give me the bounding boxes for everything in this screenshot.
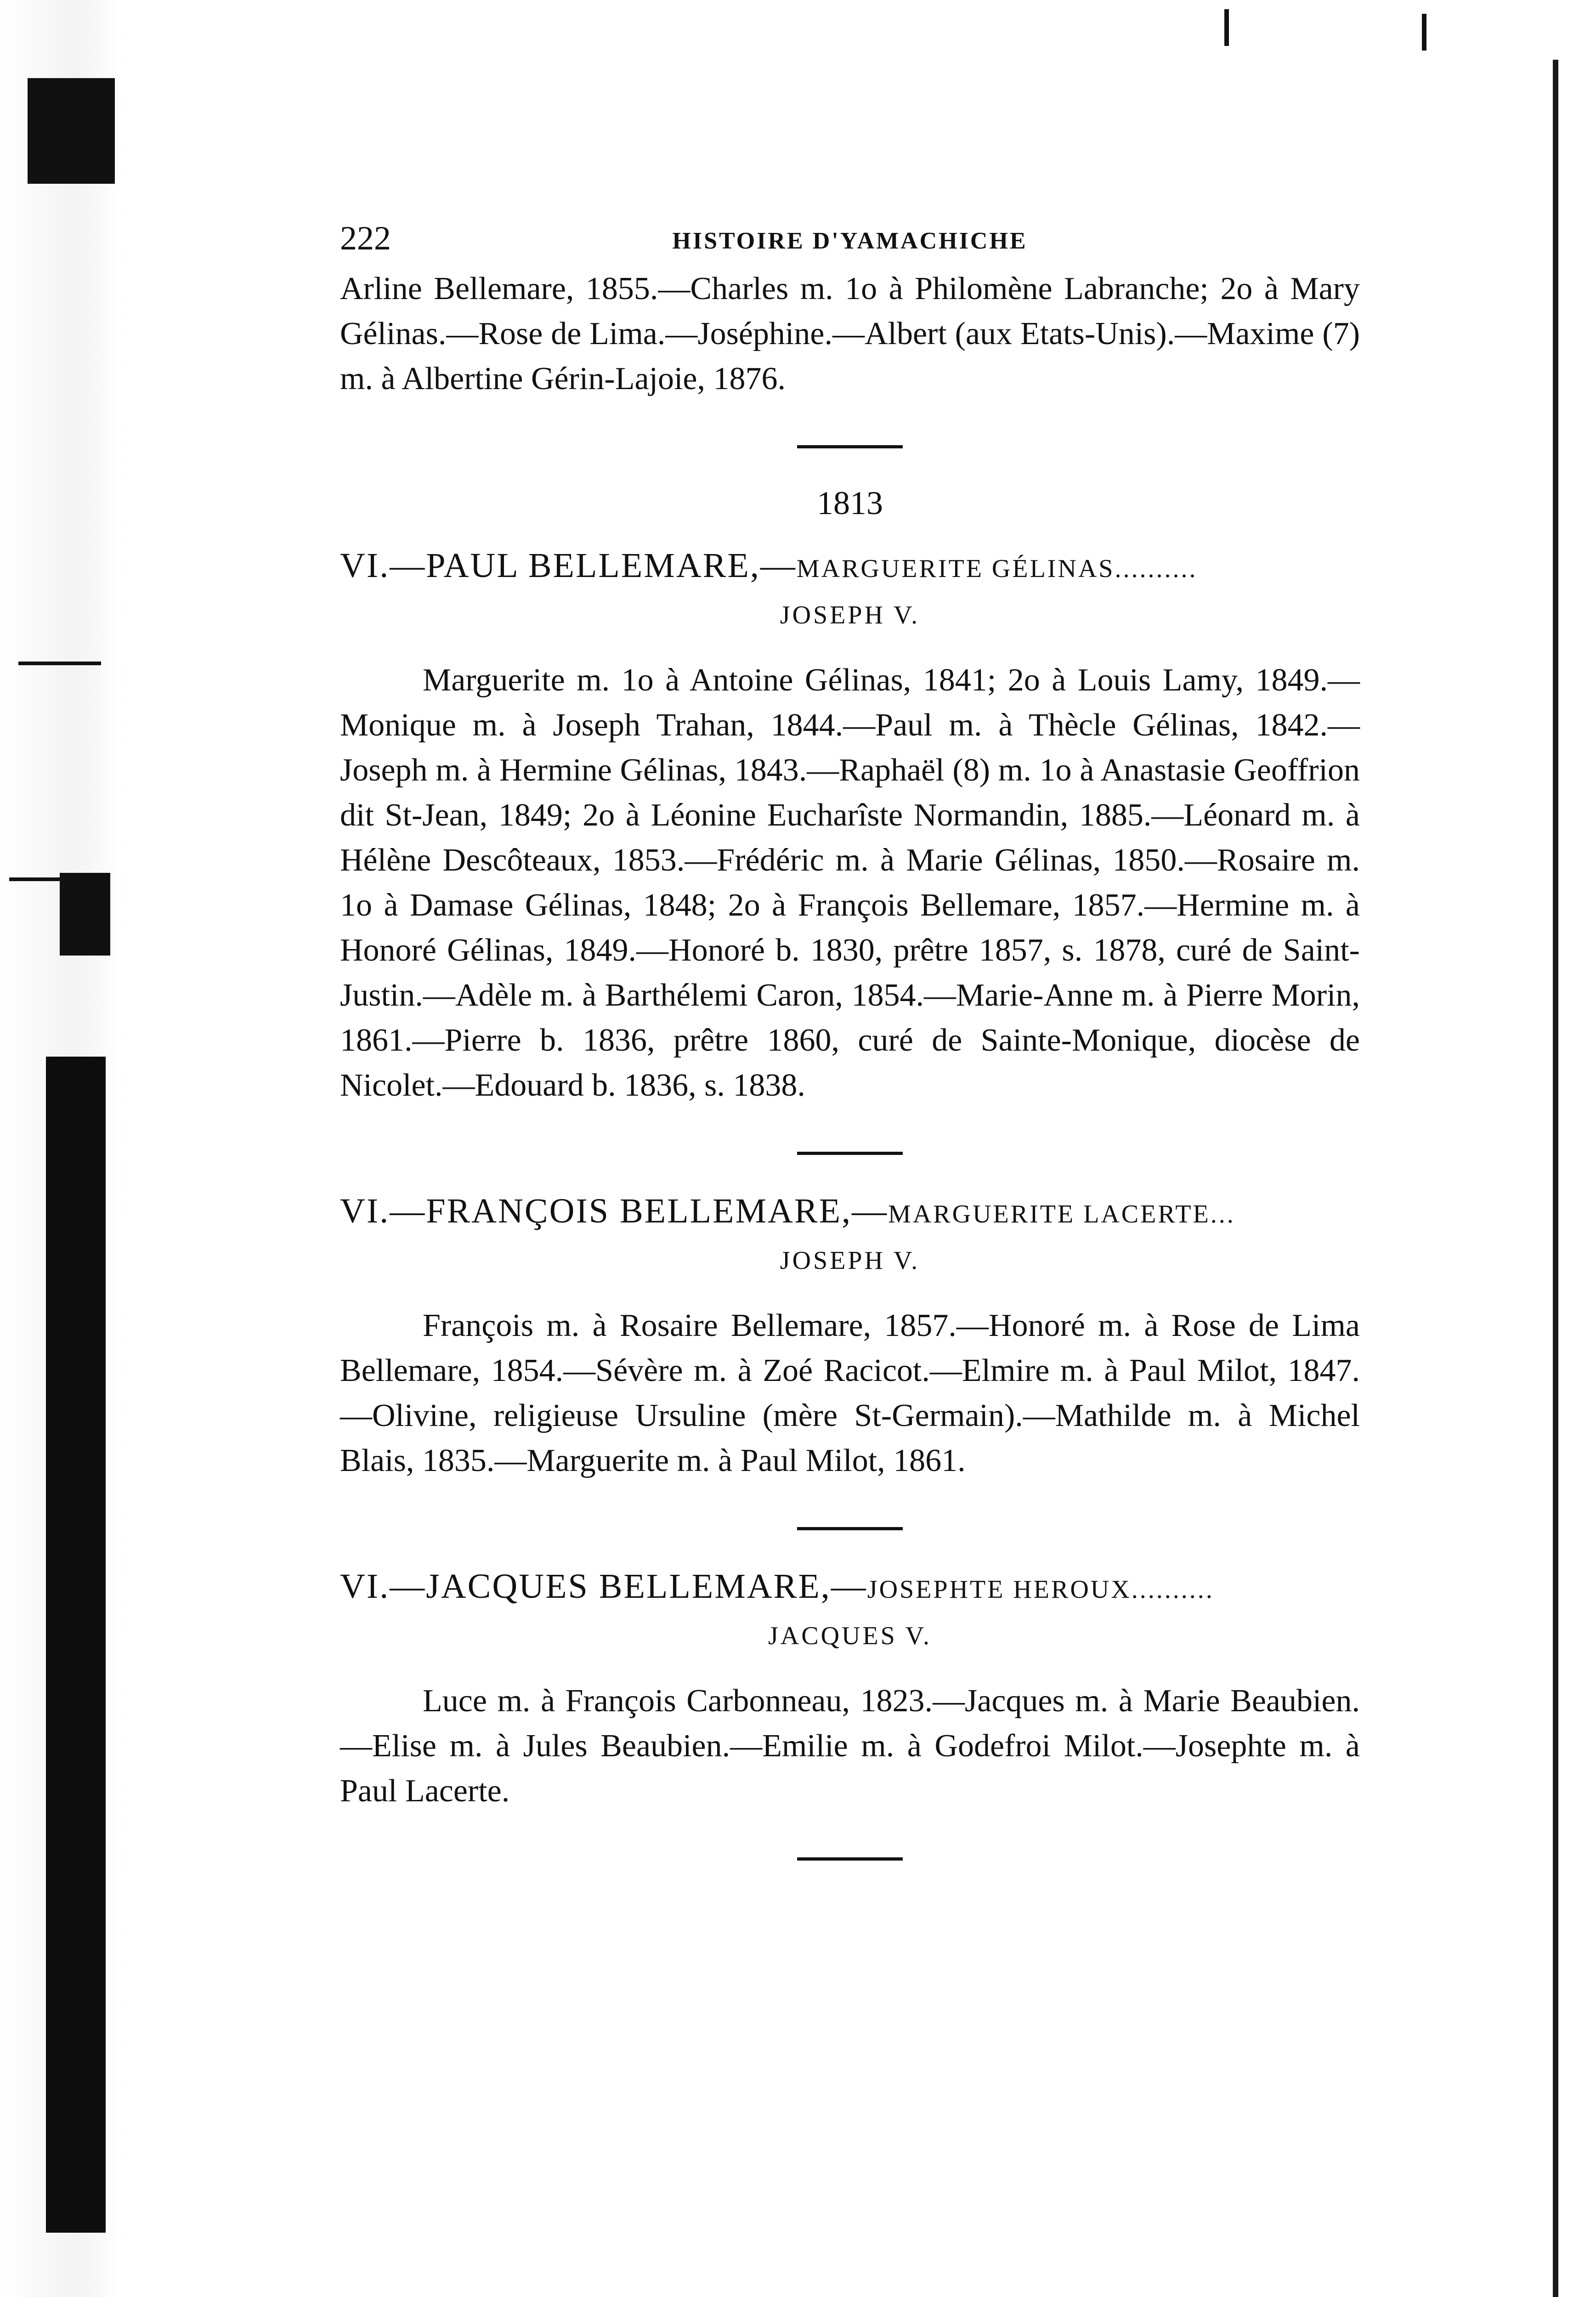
section-heading: [340, 1187, 1360, 1238]
heading-spouse: MARGUERITE GÉLINAS..........: [796, 554, 1198, 583]
section-heading: [340, 1562, 1360, 1613]
separator-rule: [797, 445, 903, 448]
section-subheading: JOSEPH V.: [780, 601, 920, 629]
binding-line-2: [9, 877, 101, 881]
separator-rule: [797, 1527, 903, 1530]
section-heading: [340, 542, 1360, 593]
heading-main: VI.—JACQUES BELLEMARE,—: [340, 1567, 867, 1606]
binding-mark-top: [28, 78, 115, 184]
binding-shadow-lower: [46, 1057, 106, 2233]
binding-line-1: [18, 662, 101, 665]
year-marker: 1813: [817, 485, 883, 521]
scan-edge-right: [1553, 60, 1558, 2297]
family-section-paul: [340, 542, 1360, 1108]
family-section-francois: [340, 1187, 1360, 1483]
family-section-jacques: [340, 1562, 1360, 1814]
heading-spouse: JOSEPHTE HEROUX..........: [867, 1575, 1214, 1604]
section-body: François m. à Rosaire Bellemare, 1857.—Honoré m. à Rose de Lima Bellemare, 1854.—Sévère m. à Zoé Racicot.—Elmire m. à Paul Milot, 1847.—Olivine, religieuse Ursuline (mère St-Germain).—Mathilde m. à Michel Blais, 1835.—Marguerite m. à Paul Milot, 1861.: [340, 1308, 1360, 1478]
running-title: HISTOIRE D'YAMACHICHE: [672, 228, 1028, 254]
heading-main: VI.—FRANÇOIS BELLEMARE,—: [340, 1192, 889, 1230]
separator-rule: [797, 1152, 903, 1155]
section-body: Marguerite m. 1o à Antoine Gélinas, 1841; 2o à Louis Lamy, 1849.—Monique m. à Joseph Trahan, 1844.—Paul m. à Thècle Gélinas, 1842.—Joseph m. à Hermine Gélinas, 1843.—Raphaël (8) m. 1o à Anastasie Geoffrion dit St-Jean, 1849; 2o à Léonine Eucharîste Normandin, 1885.—Léonard m. à Hélène Descôteaux, 1853.—Frédéric m. à Marie Gélinas, 1850.—Rosaire m. 1o à Damase Gélinas, 1848; 2o à François Bellemare, 1857.—Hermine m. à Honoré Gélinas, 1849.—Honoré b. 1830, prêtre 1857, s. 1878, curé de Saint-Justin.—Adèle m. à Barthélemi Caron, 1854.—Marie-Anne m. à Pierre Morin, 1861.—Pierre b. 1836, prêtre 1860, curé de Sainte-Monique, diocèse de Nicolet.—Edouard b. 1836, s. 1838.: [340, 662, 1360, 1103]
intro-paragraph: Arline Bellemare, 1855.—Charles m. 1o à Philomène Labranche; 2o à Mary Gélinas.—Rose de Lima.—Joséphine.—Albert (aux Etats-Unis).—Maxime (7) m. à Albertine Gérin-Lajoie, 1876.: [340, 271, 1360, 396]
book-page: [340, 216, 1360, 1893]
separator-rule: [797, 1857, 903, 1861]
heading-main: VI.—PAUL BELLEMARE,—: [340, 546, 797, 585]
section-subheading: JACQUES V.: [768, 1622, 932, 1650]
binding-mark-mid: [60, 873, 110, 956]
section-body: Luce m. à François Carbonneau, 1823.—Jacques m. à Marie Beaubien.—Elise m. à Jules Beaubien.—Emilie m. à Godefroi Milot.—Josephte m. à Paul Lacerte.: [340, 1683, 1360, 1809]
corner-tick-left: [1224, 9, 1229, 46]
section-subheading: JOSEPH V.: [780, 1246, 920, 1275]
page-number: 222: [340, 220, 391, 257]
heading-spouse: MARGUERITE LACERTE...: [888, 1200, 1235, 1228]
page-header: [340, 216, 1360, 266]
corner-tick-right: [1422, 14, 1426, 51]
